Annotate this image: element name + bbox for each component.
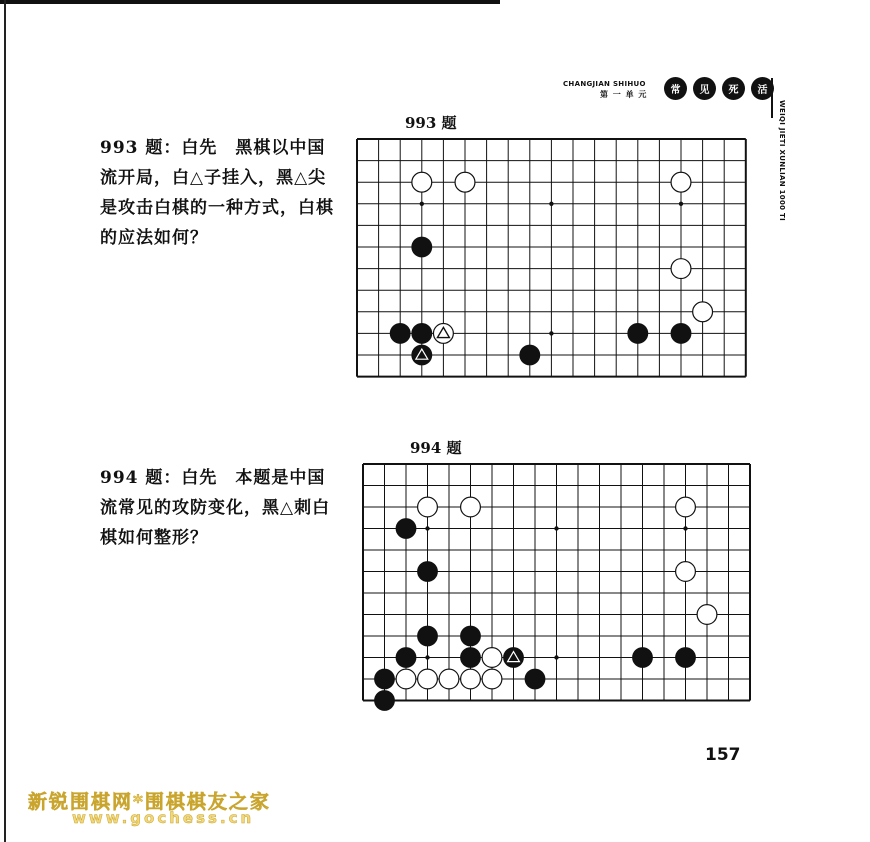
series-badges bbox=[664, 77, 774, 100]
white-stone bbox=[412, 172, 432, 192]
black-stone bbox=[418, 626, 438, 646]
star-point bbox=[549, 202, 553, 206]
star-point bbox=[679, 202, 683, 206]
black-stone bbox=[375, 669, 395, 689]
white-stone bbox=[439, 669, 459, 689]
black-stone bbox=[628, 323, 648, 343]
white-stone bbox=[455, 172, 475, 192]
star-point bbox=[683, 526, 687, 530]
white-stone bbox=[676, 562, 696, 582]
white-stone bbox=[482, 648, 502, 668]
star-point bbox=[554, 526, 558, 530]
black-stone bbox=[633, 648, 653, 668]
black-stone bbox=[520, 345, 540, 365]
problem-text-993: 993 题：白先 黑棋以中国流开局，白△子挂入，黑△尖是攻击白棋的一种方式，白棋的应法如何？ bbox=[100, 138, 334, 248]
star-point bbox=[425, 655, 429, 659]
white-stone bbox=[671, 172, 691, 192]
white-stone bbox=[676, 497, 696, 517]
black-stone bbox=[676, 648, 696, 668]
problem-text-994: 994 题：白先 本题是中国流常见的攻防变化，黑△刺白棋如何整形？ bbox=[100, 468, 331, 548]
page-number: 157 bbox=[705, 745, 741, 765]
star-point bbox=[420, 202, 424, 206]
black-stone bbox=[396, 648, 416, 668]
page-edge-line bbox=[4, 0, 6, 842]
star-point bbox=[554, 655, 558, 659]
black-stone bbox=[461, 626, 481, 646]
side-bar bbox=[771, 78, 773, 118]
go-board-994 bbox=[361, 462, 751, 718]
top-rule bbox=[0, 0, 500, 4]
white-stone bbox=[396, 669, 416, 689]
white-stone bbox=[418, 497, 438, 517]
badge-4: 活 bbox=[751, 77, 774, 100]
black-stone bbox=[396, 519, 416, 539]
white-stone bbox=[671, 259, 691, 279]
white-stone bbox=[461, 669, 481, 689]
badge-3: 死 bbox=[722, 77, 745, 100]
white-stone bbox=[461, 497, 481, 517]
watermark-line-1: 新锐围棋网*围棋棋友之家 bbox=[28, 791, 271, 813]
white-stone bbox=[693, 302, 713, 322]
black-stone bbox=[390, 323, 410, 343]
diagram-title-993: 993 题 bbox=[405, 114, 457, 132]
side-series-title: WEIQI JIETI XUNLIAN 1000 TI bbox=[778, 100, 786, 222]
star-point bbox=[425, 526, 429, 530]
white-stone bbox=[697, 605, 717, 625]
black-stone bbox=[412, 237, 432, 257]
black-stone bbox=[418, 562, 438, 582]
go-board-993 bbox=[355, 137, 747, 393]
black-stone bbox=[525, 669, 545, 689]
black-stone bbox=[461, 648, 481, 668]
white-stone bbox=[418, 669, 438, 689]
badge-2: 见 bbox=[693, 77, 716, 100]
white-stone bbox=[482, 669, 502, 689]
star-point bbox=[549, 331, 553, 335]
badge-1: 常 bbox=[664, 77, 687, 100]
black-stone bbox=[671, 323, 691, 343]
watermark-line-2: www.gochess.cn bbox=[72, 809, 255, 827]
series-title-en: CHANGJIAN SHIHUO bbox=[563, 80, 646, 88]
black-stone bbox=[375, 691, 395, 711]
diagram-title-994: 994 题 bbox=[410, 439, 462, 457]
unit-title: 第 一 单 元 bbox=[600, 90, 648, 99]
black-stone bbox=[412, 323, 432, 343]
